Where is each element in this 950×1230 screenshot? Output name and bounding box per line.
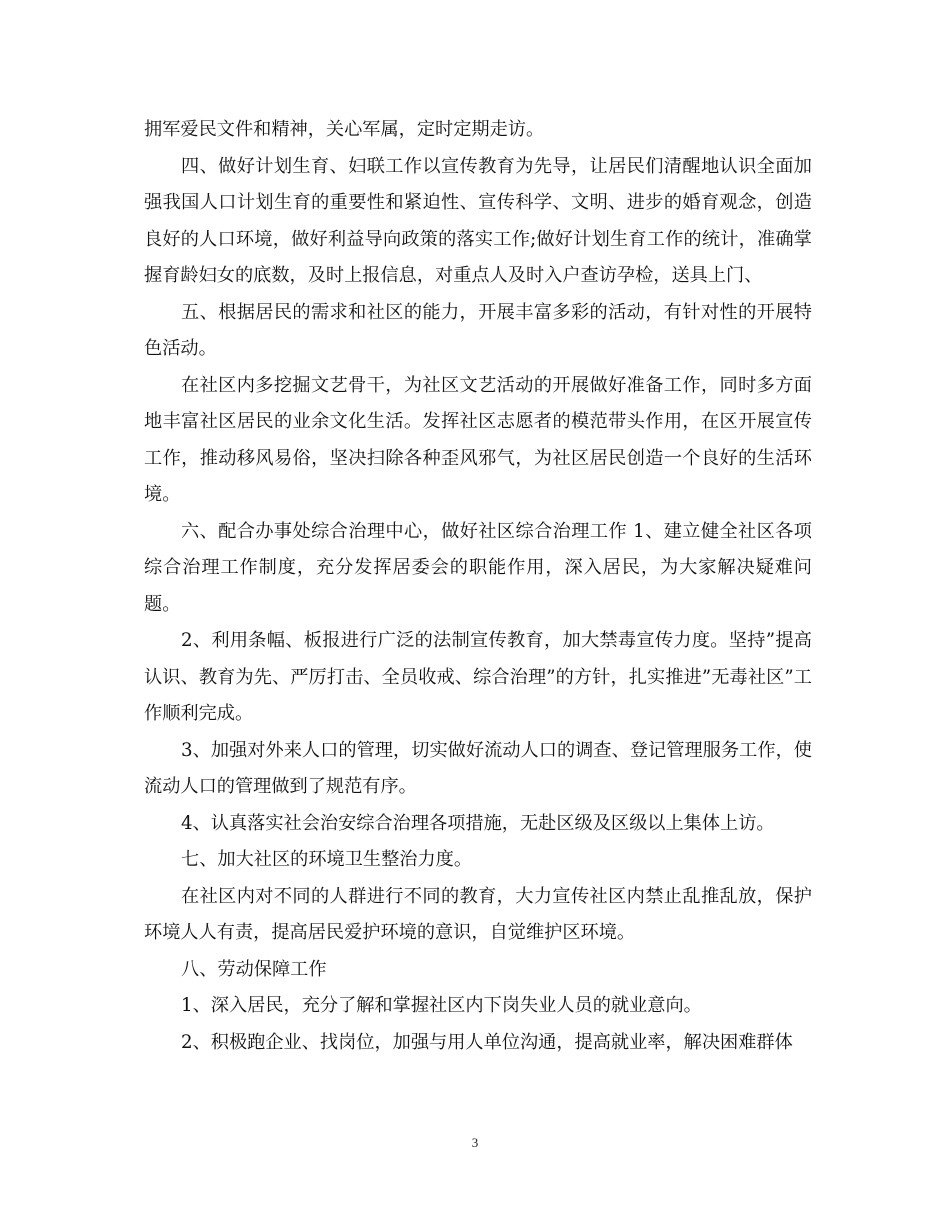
paragraph-labor-item-1: 1、深入居民，充分了解和掌握社区内下岗失业人员的就业意向。 <box>181 995 702 1016</box>
paragraph-labor-item-2: 2、积极跑企业、找岗位，加强与用人单位沟通，提高就业率，解决困难群体 <box>181 1031 793 1053</box>
document-body <box>144 112 812 1061</box>
page-number: 3 <box>471 1135 479 1150</box>
paragraph-continuation: 拥军爱民文件和精神，关心军属，定时定期走访。 <box>144 119 545 140</box>
paragraph-section-6: 六、配合办事处综合治理中心，做好社区综合治理工作 1、建立健全社区各项综合治理工作制度，充分发挥居委会的职能作用，深入居民，为大家解决疑难问题。 <box>144 520 812 615</box>
paragraph-environment: 在社区内对不同的人群进行不同的教育，大力宣传社区内禁止乱推乱放，保护环境人人有责，提高居民爱护环境的意识，自觉维护区环境。 <box>144 885 812 943</box>
paragraph-item-3-migrants: 3、加强对外来人口的管理，切实做好流动人口的调查、登记管理服务工作，使流动人口的管理做到了规范有序。 <box>144 739 812 797</box>
paragraph-item-4-security: 4、认真落实社会治安综合治理各项措施，无赴区级及区级以上集体上访。 <box>181 812 775 834</box>
paragraph-section-4: 四、做好计划生育、妇联工作以宣传教育为先导，让居民们清醒地认识全面加强我国人口计划生育的重要性和紧迫性、宣传科学、文明、进步的婚育观念，创造良好的人口环境，做好利益导向政策的落实工作;做好计划生育工作的统计，准确掌握育龄妇女的底数，及时上报信息，对重点人及时入户查访孕检，送具上门、 <box>144 155 812 286</box>
paragraph-section-5: 五、根据居民的需求和社区的能力，开展丰富多彩的活动，有针对性的开展特色活动。 <box>144 301 812 359</box>
paragraph-section-8: 八、劳动保障工作 <box>181 958 327 980</box>
paragraph-section-7: 七、加大社区的环境卫生整治力度。 <box>181 849 473 870</box>
paragraph-culture: 在社区内多挖掘文艺骨干，为社区文艺活动的开展做好准备工作，同时多方面地丰富社区居民的业余文化生活。发挥社区志愿者的模范带头作用，在区开展宣传工作，推动移风易俗，坚决扫除各种歪风邪气，为社区居民创造一个良好的生活环境。 <box>144 374 812 505</box>
paragraph-item-2-legal: 2、利用条幅、板报进行广泛的法制宣传教育，加大禁毒宣传力度。坚持”提高认识、教育为先、严厉打击、全员收戒、综合治理”的方针，扎实推进”无毒社区”工作顺利完成。 <box>144 630 812 724</box>
